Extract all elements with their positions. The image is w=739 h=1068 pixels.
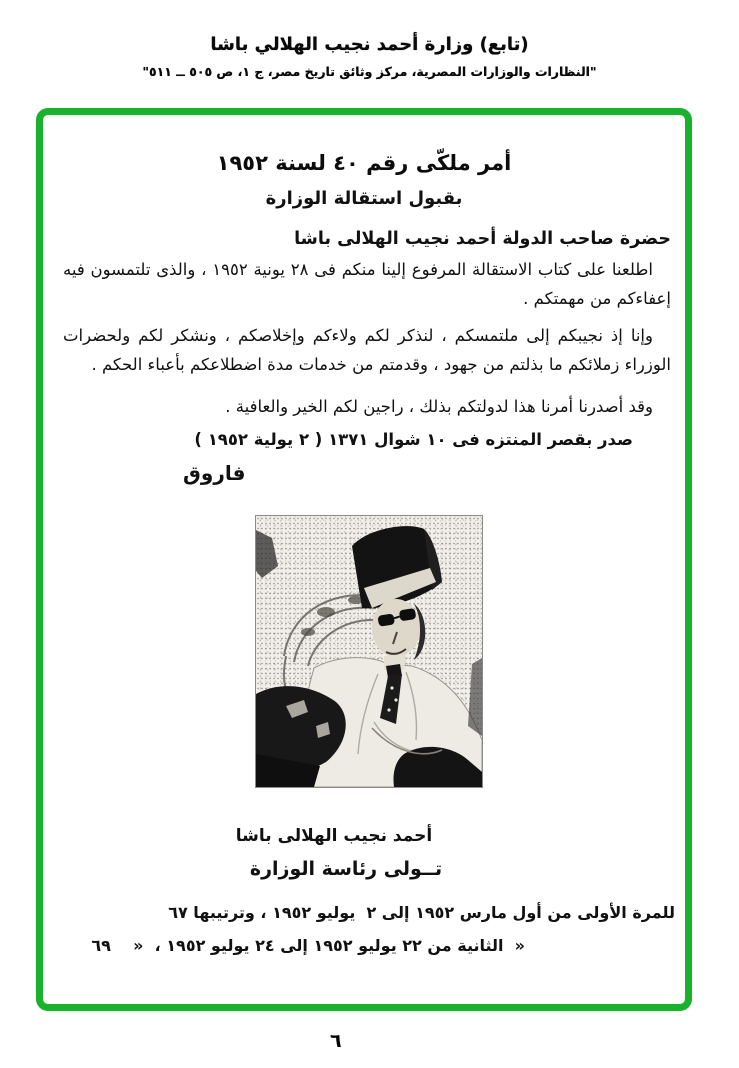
term-first: للمرة الأولى من أول مارس ١٩٥٢ إلى ٢ يوليو ١٩٥٢ ، وترتيبها ٦٧ [168,903,675,922]
decree-title: أمر ملكّى رقم ٤٠ لسنة ١٩٥٢ [216,151,512,175]
source-citation: "النظارات والوزارات المصرية، مركز وثائق تاريخ مصر، ج ١، ص ٥٠٥ ــ ٥١١" [142,64,597,79]
term-list [63,896,675,962]
decree-paragraph-3: وقد أصدرنا أمرنا هذا لدولتكم بذلك ، راجين لكم الخير والعافية . [225,397,653,416]
green-frame [36,108,692,1011]
portrait-caption-name: أحمد نجيب الهلالى باشا [235,826,433,846]
portrait-photo [255,515,483,788]
issuance-line: صدر بقصر المنتزه فى ١٠ شوال ١٣٧١ ( ٢ يولية ١٩٥٢ ) [194,430,633,449]
decree-subject: بقبول استقالة الوزارة [265,188,463,209]
portrait-illustration [256,516,482,787]
frame-content [43,151,685,1040]
term-second: « الثانية من ٢٢ يوليو ١٩٥٢ إلى ٢٤ يوليو ١٩٥٢ ، « ٦٩ [91,936,525,955]
decree-paragraph-1: اطلعنا على كتاب الاستقالة المرفوع إلينا منكم فى ٢٨ يونية ١٩٥٢ ، والذى تلتمسون فيه إعفاءكم من مهمتكم . [63,260,671,308]
royal-signature: فاروق [183,461,246,485]
ministry-title: (تابع) وزارة أحمد نجيب الهلالي باشا [210,34,529,55]
document-header [0,34,739,79]
portrait-caption-role: تــولى رئاسة الوزارة [249,858,443,880]
decree-paragraph-2: وإنا إذ نجيبكم إلى ملتمسكم ، لنذكر لكم ولاءكم وإخلاصكم ، ونشكر لكم ولحضرات الوزراء زملائكم ما بذلتم من جهود ، وقدمتم من خدمات مدة اضطلاعكم بأعباء الحكم . [63,326,671,374]
decree-salutation: حضرة صاحب الدولة أحمد نجيب الهلالى باشا [294,229,671,249]
page-number: ٦ [330,1030,342,1052]
